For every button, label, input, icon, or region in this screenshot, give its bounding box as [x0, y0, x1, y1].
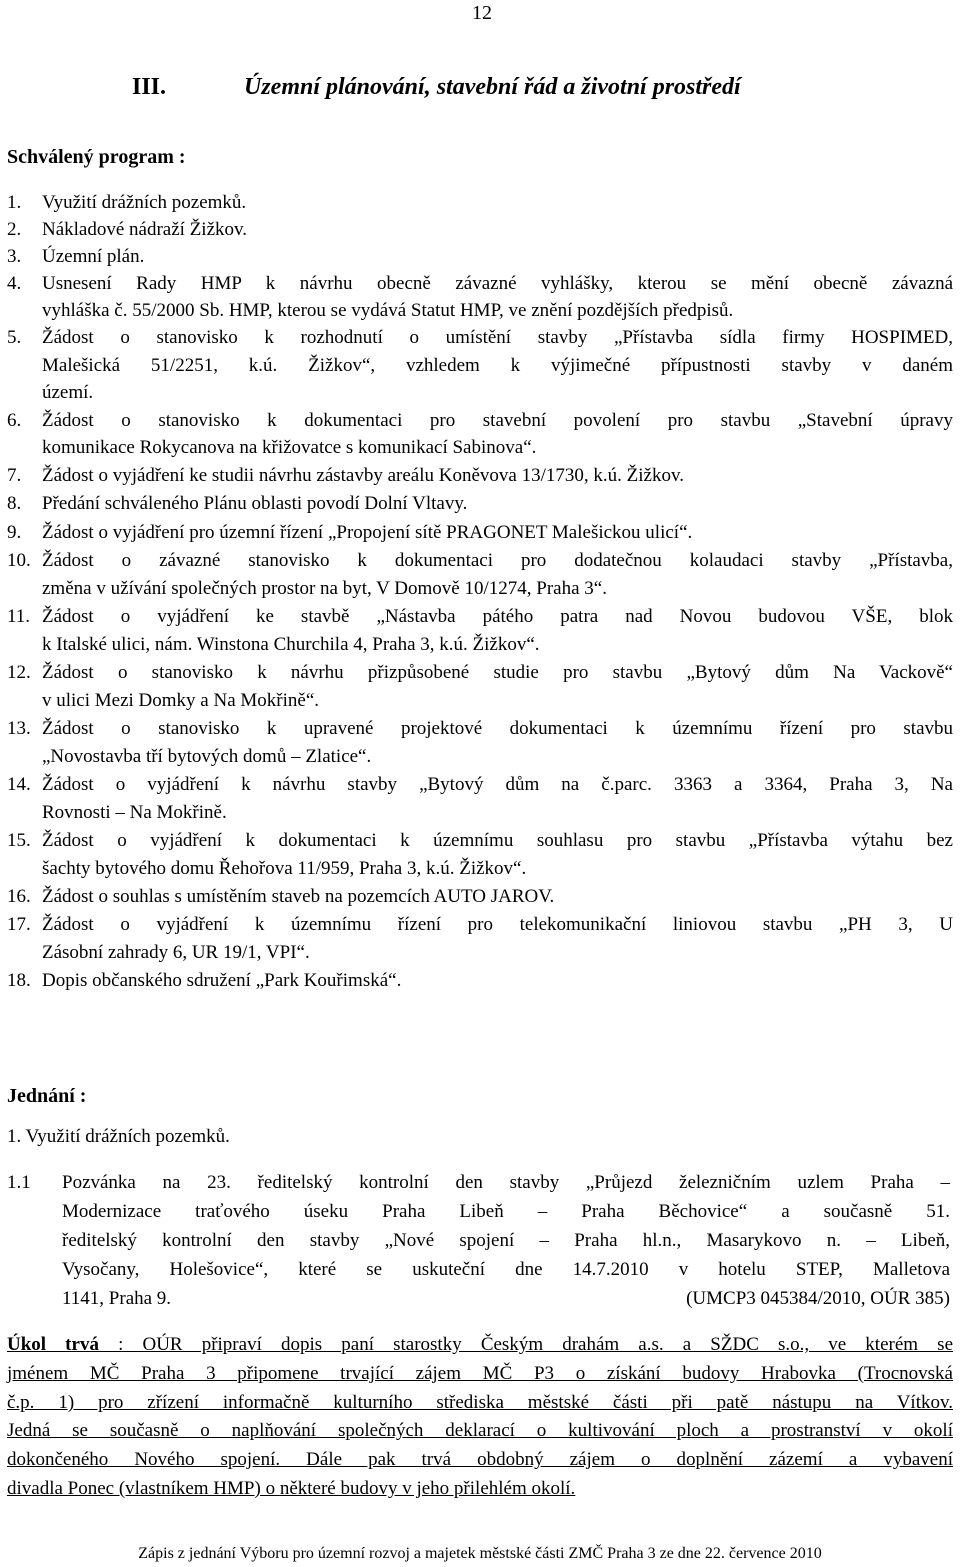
agenda-item-number: 10.: [7, 550, 31, 571]
task-first-line-text: : OÚR připraví dopis paní starostky Českým drahám a.s. a SŽDC s.o., ve kterém se: [98, 1334, 954, 1355]
proceedings-heading: Jednání :: [7, 1085, 87, 1107]
agenda-item-text: Malešická 51/2251, k.ú. Žižkov“, vzhledem k výjimečné přípustnosti stavby v daném: [42, 355, 953, 376]
agenda-item-text: „Novostavba tří bytových domů – Zlatice“.: [42, 746, 372, 767]
agenda-item-text: Územní plán.: [42, 246, 145, 267]
agenda-item-text: Žádost o vyjádření pro územní řízení „Propojení sítě PRAGONET Malešickou ulicí“.: [42, 522, 693, 543]
agenda-item-number: 5.: [7, 327, 22, 348]
agenda-item-number: 16.: [7, 886, 31, 907]
agenda-item-text: Usnesení Rady HMP k návrhu obecně závazné vyhlášky, kterou se mění obecně závazná: [42, 273, 953, 294]
task-label: Úkol trvá: [7, 1334, 99, 1355]
agenda-item-text: změna v užívání společných prostor na byt, V Domově 10/1274, Praha 3“.: [42, 578, 607, 599]
agenda-item-text: vyhláška č. 55/2000 Sb. HMP, kterou se vydává Statut HMP, ve znění pozdějších předpisů.: [42, 300, 734, 321]
agenda-item-text: Žádost o vyjádření k dokumentaci k územnímu souhlasu pro stavbu „Přístavba výtahu bez: [42, 830, 953, 851]
agenda-item-number: 6.: [7, 410, 22, 431]
agenda-item-number: 17.: [7, 914, 31, 935]
page-footer: Zápis z jednání Výboru pro územní rozvoj a majetek městské části ZMČ Praha 3 ze dne 22. července 2010: [138, 1545, 822, 1562]
agenda-item-number: 8.: [7, 493, 22, 514]
agenda-item-text: Dopis občanského sdružení „Park Kouřimská“.: [42, 970, 402, 991]
agenda-item-text: území.: [42, 382, 94, 403]
agenda-item-number: 7.: [7, 465, 22, 486]
subitem-last-left: 1141, Praha 9.: [62, 1288, 172, 1309]
agenda-item-number: 11.: [7, 606, 31, 627]
task-first-line: [7, 1332, 953, 1358]
agenda-item-text: Žádost o závazné stanovisko k dokumentaci pro dodatečnou kolaudaci stavby „Přístavba,: [42, 550, 953, 571]
chapter-number: III.: [132, 74, 167, 100]
agenda-item-text: Žádost o vyjádření ke studii návrhu zástavby areálu Koněvova 13/1730, k.ú. Žižkov.: [42, 465, 684, 486]
task-line: jménem MČ Praha 3 připomene trvající zájem MČ P3 o získání budovy Hrabovka (Trocnovská: [7, 1363, 953, 1384]
agenda-item-text: Zásobní zahrady 6, UR 19/1, VPI“.: [42, 942, 310, 963]
subitem-reference: (UMCP3 045384/2010, OÚR 385): [686, 1288, 950, 1309]
subitem-line: ředitelský kontrolní den stavby „Nové spojení – Praha hl.n., Masarykovo n. – Libeň,: [62, 1230, 950, 1251]
agenda-item-number: 9.: [7, 522, 22, 543]
agenda-item-text: Žádost o stanovisko k dokumentaci pro stavební povolení pro stavbu „Stavební úpravy: [42, 410, 953, 431]
agenda-item-number: 4.: [7, 273, 22, 294]
task-line: dokončeného Nového spojení. Dále pak trvá obdobný zájem o doplnění zázemí a vybavení: [7, 1449, 953, 1470]
task-last-line: divadla Ponec (vlastníkem HMP) o některé budovy v jeho přilehlém okolí.: [7, 1478, 576, 1499]
page-number: 12: [472, 2, 492, 24]
agenda-item-number: 14.: [7, 774, 31, 795]
agenda-item-number: 2.: [7, 219, 22, 240]
agenda-item-number: 13.: [7, 718, 31, 739]
agenda-item-text: Využití drážních pozemků.: [42, 192, 247, 213]
agenda-item-number: 12.: [7, 662, 31, 683]
proceedings-item-1: 1. Využití drážních pozemků.: [7, 1126, 230, 1147]
agenda-item-text: Žádost o vyjádření k územnímu řízení pro telekomunikační liniovou stavbu „PH 3, U: [42, 914, 953, 935]
agenda-item-text: Žádost o souhlas s umístěním staveb na pozemcích AUTO JAROV.: [42, 886, 555, 907]
agenda-item-number: 3.: [7, 246, 22, 267]
agenda-item-text: komunikace Rokycanova na křižovatce s komunikací Sabinova“.: [42, 437, 537, 458]
agenda-item-text: Žádost o stanovisko k návrhu přizpůsobené studie pro stavbu „Bytový dům Na Vackově“: [42, 662, 953, 683]
agenda-item-number: 18.: [7, 970, 31, 991]
subitem-number: 1.1: [7, 1172, 31, 1193]
agenda-item-text: Předání schváleného Plánu oblasti povodí Dolní Vltavy.: [42, 493, 468, 514]
agenda-item-text: k Italské ulici, nám. Winstona Churchila 4, Praha 3, k.ú. Žižkov“.: [42, 634, 540, 655]
task-line: Jedná se současně o naplňování společných deklarací o kultivování ploch a prostranství v okolí: [7, 1420, 953, 1441]
agenda-item-text: Žádost o stanovisko k rozhodnutí o umístění stavby „Přístavba sídla firmy HOSPIMED,: [42, 327, 953, 348]
agenda-item-text: šachty bytového domu Řehořova 11/959, Praha 3, k.ú. Žižkov“.: [42, 858, 527, 879]
chapter-title: Územní plánování, stavební řád a životní prostředí: [244, 74, 741, 100]
subitem-line: Modernizace traťového úseku Praha Libeň – Praha Běchovice“ a současně 51.: [62, 1201, 950, 1222]
task-line: č.p. 1) pro zřízení informačně kulturního střediska městské části při patě nástupu na Vítkov.: [7, 1392, 953, 1413]
subitem-line: Vysočany, Holešovice“, které se uskuteční dne 14.7.2010 v hotelu STEP, Malletova: [62, 1259, 950, 1280]
agenda-item-text: Žádost o vyjádření ke stavbě „Nástavba pátého patra nad Novou budovou VŠE, blok: [42, 606, 953, 627]
agenda-item-text: Žádost o vyjádření k návrhu stavby „Bytový dům na č.parc. 3363 a 3364, Praha 3, Na: [42, 774, 953, 795]
agenda-item-number: 1.: [7, 192, 22, 213]
agenda-item-number: 15.: [7, 830, 31, 851]
subitem-line: Pozvánka na 23. ředitelský kontrolní den stavby „Průjezd železničním uzlem Praha –: [62, 1172, 950, 1193]
agenda-item-text: v ulici Mezi Domky a Na Mokřině“.: [42, 690, 320, 711]
agenda-item-text: Žádost o stanovisko k upravené projektové dokumentaci k územnímu řízení pro stavbu: [42, 718, 953, 739]
approved-program-heading: Schválený program :: [7, 146, 186, 168]
agenda-item-text: Nákladové nádraží Žižkov.: [42, 219, 248, 240]
agenda-item-text: Rovnosti – Na Mokřině.: [42, 802, 227, 823]
